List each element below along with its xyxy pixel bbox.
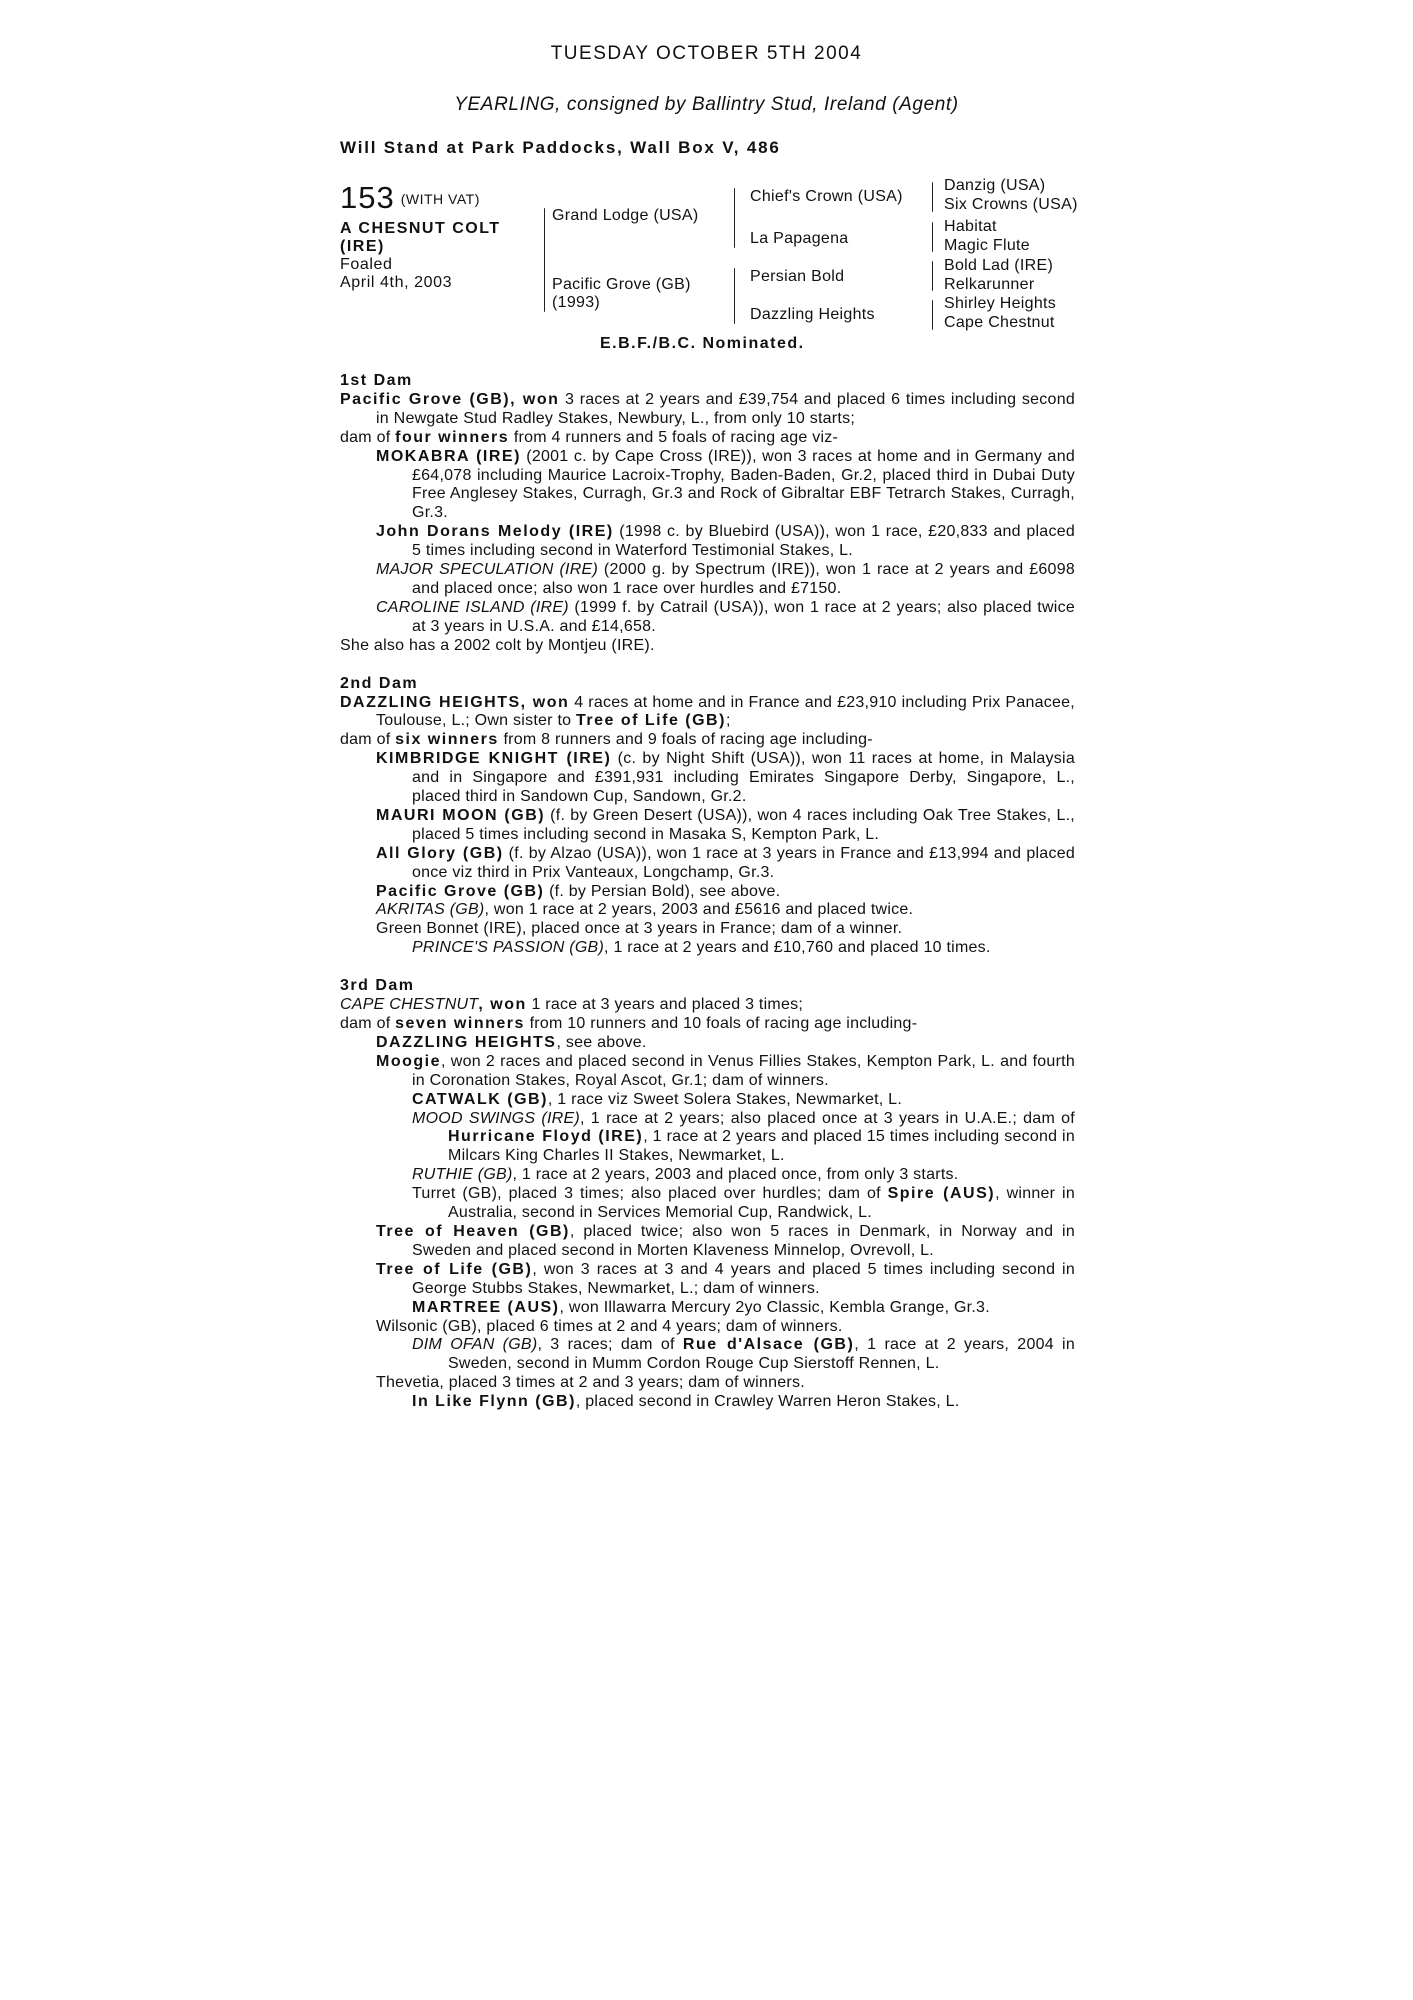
first-dam-record: 3 races at 2 years and £39,754 and placed 6 times including second in Newgate Stud Radley Stakes, Newbury, L., from only 10 starts; <box>376 390 1075 427</box>
pedigree-brace-3d <box>932 300 933 330</box>
list-item <box>340 523 1075 561</box>
list-item <box>340 448 1075 524</box>
list-item <box>340 1166 1075 1185</box>
entry-name: KIMBRIDGE KNIGHT (IRE) <box>376 750 612 768</box>
first-dam-produce-line <box>340 429 1075 448</box>
entry-text: , placed second in Crawley Warren Heron Stakes, L. <box>575 1393 960 1411</box>
second-dam-summary <box>340 694 1075 732</box>
won-label: , won <box>520 693 570 711</box>
produce-prefix: dam of <box>340 731 396 749</box>
pedigree-brace-3b <box>932 222 933 252</box>
third-dam-record: 1 race at 3 years and placed 3 times; <box>526 996 804 1014</box>
entry-text: , 1 race viz Sweet Solera Stakes, Newmarket, L. <box>547 1090 903 1108</box>
sale-date: TUESDAY OCTOBER 5TH 2004 <box>550 43 863 64</box>
list-item <box>340 807 1075 845</box>
sds-name: Habitat <box>944 218 997 235</box>
list-item: Thevetia, placed 3 times at 2 and 3 years; dam of winners. <box>376 1374 805 1392</box>
sdd-name: Magic Flute <box>944 237 1030 254</box>
entry-name: MOKABRA (IRE) <box>376 447 521 465</box>
pedigree-brace-1 <box>544 208 545 312</box>
third-dam-heading: 3rd Dam <box>340 977 415 995</box>
entry-text: , won 3 races at 3 and 4 years and placed 5 times including second in George Stubbs Stakes, Newmarket, L.; dam of winners. <box>412 1260 1075 1297</box>
list-item <box>340 1091 1075 1110</box>
foaled-label: Foaled <box>340 256 393 273</box>
dam-year: (1993) <box>552 294 601 311</box>
entry-name-2: Rue d'Alsace (GB) <box>682 1336 855 1354</box>
second-dam-produce-line <box>340 731 1075 750</box>
entry-name: AKRITAS (GB) <box>376 901 485 919</box>
summary-end: ; <box>725 712 731 730</box>
list-item <box>340 599 1075 637</box>
entry-name: MARTREE (AUS) <box>412 1298 560 1316</box>
entry-name: RUTHIE (GB) <box>412 1166 513 1184</box>
produce-suffix: from 4 runners and 5 foals of racing age viz- <box>509 428 839 446</box>
won-label: , won <box>478 996 527 1014</box>
entry-name: All Glory (GB) <box>376 844 504 862</box>
entry-name: DIM OFAN (GB) <box>412 1336 538 1354</box>
list-item <box>340 1223 1075 1261</box>
entry-name-2: Hurricane Floyd (IRE) <box>448 1128 644 1146</box>
dam-name-bold: DAZZLING HEIGHTS <box>340 693 521 711</box>
horse-title: A CHESNUT COLT (IRE) <box>340 220 501 255</box>
list-item <box>340 939 1075 958</box>
sss-name: Danzig (USA) <box>944 177 1046 194</box>
entry-text: , 3 races; dam of <box>537 1336 683 1354</box>
entry-name: CAROLINE ISLAND (IRE) <box>376 598 569 616</box>
entry-text: (2001 c. by Cape Cross (IRE)), won 3 races at home and in Germany and £64,078 including Maurice Lacroix-Trophy, Baden-Baden, Gr.2, placed third in Dubai Duty Free Anglesey Stakes, Curragh, Gr.3 and Rock of Gibraltar EBF Tetrarch Stakes, Curragh, Gr.3. <box>412 447 1075 522</box>
foaled-date: April 4th, 2003 <box>340 274 453 291</box>
list-item: She also has a 2002 colt by Montjeu (IRE). <box>340 636 655 654</box>
list-item <box>340 750 1075 807</box>
list-item <box>340 1393 1075 1412</box>
entry-name: Tree of Heaven (GB) <box>376 1222 570 1240</box>
lot-number-value: 153 <box>340 180 395 215</box>
entry-name: John Dorans Melody (IRE) <box>376 523 614 541</box>
entry-text: (f. by Alzao (USA)), won 1 race at 3 years in France and £13,994 and placed once viz third in Prix Vanteaux, Longchamp, Gr.3. <box>412 844 1076 881</box>
entry-text: , see above. <box>556 1033 647 1051</box>
second-dam-record: 4 races at home and in France and £23,910 including Prix Panacee, Toulouse, L.; Own sister to <box>376 693 1076 730</box>
pedigree-brace-3a <box>932 182 933 212</box>
produce-prefix: dam of <box>340 428 396 446</box>
consignment-line: YEARLING, consigned by Ballintry Stud, Ireland (Agent) <box>454 94 959 115</box>
list-item: Green Bonnet (IRE), placed once at 3 years in France; dam of a winner. <box>376 920 903 938</box>
entry-text: Turret (GB), placed 3 times; also placed over hurdles; dam of <box>412 1185 888 1203</box>
dam-name: Pacific Grove (GB) <box>552 276 691 293</box>
entry-text: (1998 c. by Bluebird (USA)), won 1 race, £20,833 and placed 5 times including second in Waterford Testimonial Stakes, L. <box>412 523 1075 560</box>
entry-text: (f. by Green Desert (USA)), won 4 races including Oak Tree Stakes, L., placed 5 times including second in Masaka S, Kempton Park, L. <box>412 806 1075 843</box>
entry-name: MAJOR SPECULATION (IRE) <box>376 561 599 579</box>
list-item <box>340 1110 1075 1167</box>
won-label: , won <box>510 390 560 408</box>
ssd-name: Six Crowns (USA) <box>944 196 1078 213</box>
entry-text: , 1 race at 2 years and £10,760 and placed 10 times. <box>604 939 991 957</box>
winners-count: seven winners <box>395 1015 525 1032</box>
sister-name: Tree of Life (GB) <box>575 712 726 730</box>
entry-text-2: , winner in Australia, second in Services Memorial Cup, Randwick, L. <box>448 1185 1076 1222</box>
list-item: Wilsonic (GB), placed 6 times at 2 and 4 years; dam of winners. <box>376 1317 843 1335</box>
first-dam-heading: 1st Dam <box>340 372 413 389</box>
entry-text: (f. by Persian Bold), see above. <box>544 882 781 900</box>
dam-sire-name: Persian Bold <box>750 268 845 285</box>
entry-text: , placed twice; also won 5 races in Denmark, in Norway and in Sweden and placed second in Morten Klaveness Minnelop, Ovrevoll, L. <box>412 1222 1075 1259</box>
second-dam-heading: 2nd Dam <box>340 674 419 692</box>
dam-dam-name: Dazzling Heights <box>750 306 875 323</box>
entry-text: , 1 race at 2 years; also placed once at 3 years in U.A.E.; dam of <box>579 1109 1075 1127</box>
pedigree-brace-2b <box>734 268 735 324</box>
entry-name: MOOD SWINGS (IRE) <box>412 1109 580 1127</box>
third-dam-section <box>340 977 1075 1412</box>
list-item <box>340 561 1075 599</box>
entry-text: (c. by Night Shift (USA)), won 11 races at home, in Malaysia and in Singapore and £391,931 including Emirates Singapore Derby, Singapore, L., placed third in Sandown Cup, Sandown, Gr.2. <box>412 750 1075 806</box>
first-dam-section <box>340 372 1075 656</box>
dsd-name: Relkarunner <box>944 276 1035 293</box>
list-item <box>340 845 1075 883</box>
entry-text: , 1 race at 2 years, 2003 and placed once, from only 3 starts. <box>512 1166 959 1184</box>
entry-text: , won 1 race at 2 years, 2003 and £5616 and placed twice. <box>484 901 914 919</box>
list-item <box>340 1336 1075 1374</box>
list-item <box>340 1299 1075 1318</box>
entry-name: Spire (AUS) <box>887 1185 996 1203</box>
entry-name: In Like Flynn (GB) <box>412 1393 576 1411</box>
entry-text: (1999 f. by Catrail (USA)), won 1 race at 2 years; also placed twice at 3 years in U.S.A. and £14,658. <box>412 598 1076 635</box>
dss-name: Bold Lad (IRE) <box>944 257 1054 274</box>
horse-description <box>340 220 520 292</box>
produce-prefix: dam of <box>340 1015 396 1032</box>
entry-text-2: , 1 race at 2 years and placed 15 times including second in Milcars King Charles II Stakes, Newmarket, L. <box>448 1128 1076 1165</box>
dds-name: Shirley Heights <box>944 295 1057 312</box>
entry-text-2: , 1 race at 2 years, 2004 in Sweden, second in Mumm Cordon Rouge Cup Sierstoff Rennen, L. <box>448 1336 1076 1373</box>
dam-name-italic: CAPE CHESTNUT <box>340 996 479 1014</box>
list-item <box>340 1261 1075 1299</box>
entry-name: PRINCE'S PASSION (GB) <box>412 939 605 957</box>
entry-name: CATWALK (GB) <box>412 1090 548 1108</box>
winners-count: four winners <box>395 428 510 446</box>
entry-text: (2000 g. by Spectrum (IRE)), won 1 race at 2 years and £6098 and placed once; also won 1 race over hurdles and £7150. <box>412 561 1075 597</box>
list-item <box>340 1185 1075 1223</box>
third-dam-produce-line <box>340 1015 1075 1034</box>
first-dam-summary <box>340 391 1075 429</box>
entry-name: Tree of Life (GB) <box>376 1260 533 1278</box>
lot-number <box>340 180 480 216</box>
produce-suffix: from 8 runners and 9 foals of racing age including- <box>498 731 873 749</box>
entry-name: Moogie <box>376 1052 441 1070</box>
entry-name: DAZZLING HEIGHTS <box>376 1033 557 1051</box>
vat-note: (WITH VAT) <box>400 191 480 207</box>
stand-location: Will Stand at Park Paddocks, Wall Box V, 486 <box>340 138 781 157</box>
list-item <box>340 901 1075 920</box>
entry-name: Pacific Grove (GB) <box>376 882 545 900</box>
entry-name: MAURI MOON (GB) <box>376 806 546 824</box>
pedigree-brace-3c <box>932 261 933 291</box>
entry-text: , won 2 races and placed second in Venus Fillies Stakes, Kempton Park, L. and fourth in Coronation Stakes, Royal Ascot, Gr.1; dam of winners. <box>412 1052 1075 1089</box>
sire-sire-name: Chief's Crown (USA) <box>750 188 903 205</box>
second-dam-section <box>340 675 1075 959</box>
list-item <box>340 1053 1075 1091</box>
produce-suffix: from 10 runners and 10 foals of racing age including- <box>524 1015 918 1032</box>
nomination-note: E.B.F./B.C. Nominated. <box>600 335 805 352</box>
dam-name-bold: Pacific Grove (GB) <box>340 390 511 408</box>
sire-dam-name: La Papagena <box>750 230 849 247</box>
ddd-name: Cape Chestnut <box>944 314 1055 331</box>
pedigree-brace-2a <box>734 188 735 248</box>
winners-count: six winners <box>395 731 499 749</box>
sire-name: Grand Lodge (USA) <box>552 207 699 224</box>
entry-text: , won Illawarra Mercury 2yo Classic, Kembla Grange, Gr.3. <box>559 1298 990 1316</box>
third-dam-summary <box>340 996 1075 1015</box>
catalogue-body <box>340 372 1075 1412</box>
list-item <box>340 883 1075 902</box>
list-item <box>340 1034 1075 1053</box>
